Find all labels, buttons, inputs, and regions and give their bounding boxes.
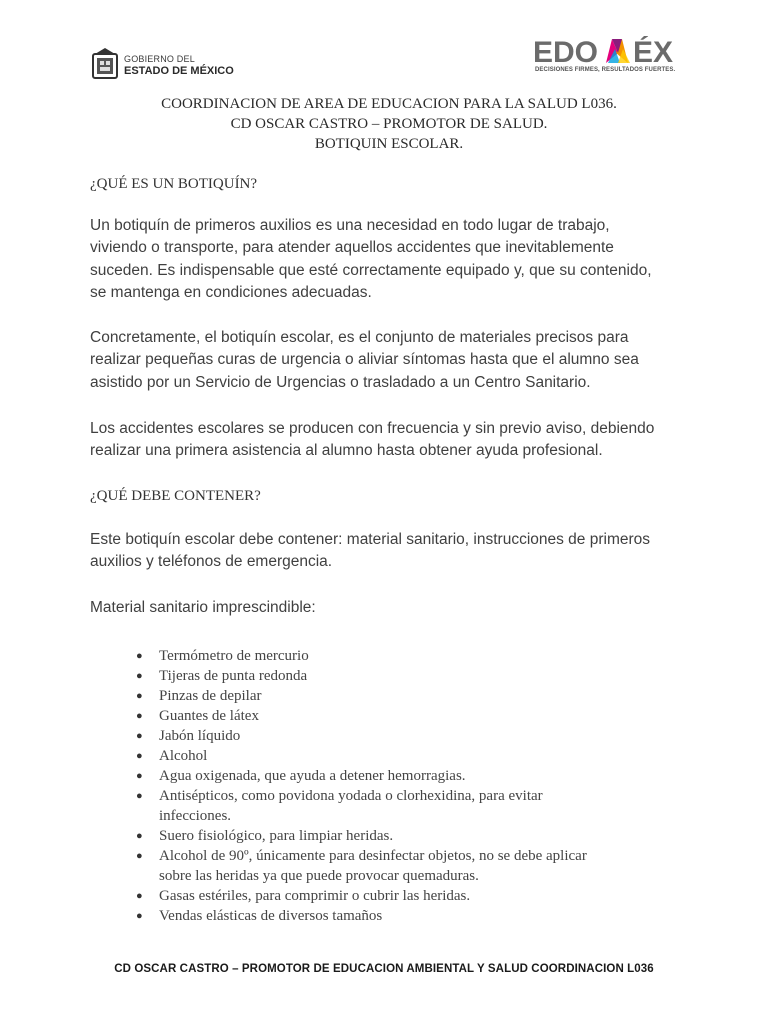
text-line: suceden. Es indispensable que esté correctamente equipado y, que su contenido, <box>90 261 652 279</box>
section1-paragraph-1 <box>90 215 690 304</box>
text-line: Los accidentes escolares se producen con frecuencia y sin previo aviso, debiendo <box>90 420 655 437</box>
bullet-icon: ● <box>136 750 143 762</box>
page-footer: CD OSCAR CASTRO – PROMOTOR DE EDUCACION AMBIENTAL Y SALUD COORDINACION L036 <box>114 963 654 975</box>
list-item <box>130 906 690 926</box>
text-line: realizar pequeñas curas de urgencia o aliviar síntomas hasta que el alumno sea <box>90 351 639 369</box>
list-item-text: Gasas estériles, para comprimir o cubrir las heridas. <box>159 888 471 904</box>
bullet-icon: ● <box>136 670 143 682</box>
list-item <box>130 846 690 886</box>
bullet-icon: ● <box>136 690 143 702</box>
gov-line1: GOBIERNO DEL <box>124 54 195 64</box>
list-item <box>130 826 690 846</box>
title-line-1: COORDINACION DE AREA DE EDUCACION PARA LA SALUD L036. <box>161 96 617 112</box>
list-item <box>130 646 690 666</box>
list-item-text: sobre las heridas ya que puede provocar quemaduras. <box>159 868 479 884</box>
text-line: se mantenga en condiciones adecuadas. <box>90 283 372 301</box>
text-line: Material sanitario imprescindible: <box>90 599 316 616</box>
text-line: realizar una primera asistencia al alumno hasta obtener ayuda profesional. <box>90 442 603 460</box>
list-item <box>130 726 690 746</box>
list-item <box>130 746 690 766</box>
list-item <box>130 766 690 786</box>
document-titles <box>0 94 768 154</box>
section1-heading: ¿QUÉ ES UN BOTIQUÍN? <box>90 176 258 192</box>
list-item-text: Termómetro de mercurio <box>159 648 309 664</box>
state-seal-icon <box>90 46 120 80</box>
list-item <box>130 786 690 826</box>
list-item-text: Vendas elásticas de diversos tamaños <box>159 908 383 924</box>
edomex-logo <box>533 36 703 80</box>
section2-paragraph-2 <box>90 597 690 619</box>
text-line: Un botiquín de primeros auxilios es una necesidad en todo lugar de trabajo, <box>90 217 610 234</box>
bullet-icon: ● <box>136 850 143 862</box>
list-item-text: Pinzas de depilar <box>159 688 262 704</box>
section2-paragraph-1 <box>90 529 690 574</box>
supplies-list <box>130 646 690 926</box>
list-item <box>130 666 690 686</box>
bullet-icon: ● <box>136 910 143 922</box>
list-item-text: Agua oxigenada, que ayuda a detener hemorragias. <box>159 768 466 784</box>
logo-tagline: DECISIONES FIRMES, RESULTADOS FUERTES. <box>535 67 676 73</box>
title-line-3: BOTIQUIN ESCOLAR. <box>314 136 464 152</box>
bullet-icon: ● <box>136 890 143 902</box>
section1-paragraph-2 <box>90 327 690 394</box>
bullet-icon: ● <box>136 790 143 802</box>
list-item-text: infecciones. <box>159 808 232 824</box>
text-line: Concretamente, el botiquín escolar, es el conjunto de materiales precisos para <box>90 329 629 346</box>
list-item-text: Guantes de látex <box>159 708 259 724</box>
bullet-icon: ● <box>136 830 143 842</box>
text-line: Este botiquín escolar debe contener: material sanitario, instrucciones de primeros <box>90 531 651 548</box>
list-item <box>130 886 690 906</box>
list-item <box>130 686 690 706</box>
text-line: asistido por un Servicio de Urgencias o trasladado a un Centro Sanitario. <box>90 373 591 391</box>
list-item-text: Alcohol <box>159 748 208 764</box>
gov-line2: ESTADO DE MÉXICO <box>124 65 234 77</box>
edomex-logo-mark <box>533 36 703 66</box>
list-item-text: Jabón líquido <box>159 728 241 744</box>
title-line-2: CD OSCAR CASTRO – PROMOTOR DE SALUD. <box>230 116 548 132</box>
list-item-text: Alcohol de 90º, únicamente para desinfectar objetos, no se debe aplicar <box>159 848 587 864</box>
svg-text:ÉX: ÉX <box>633 36 674 66</box>
section2-heading: ¿QUÉ DEBE CONTENER? <box>90 488 261 504</box>
section1-paragraph-3 <box>90 418 690 463</box>
bullet-icon: ● <box>136 770 143 782</box>
list-item-text: Tijeras de punta redonda <box>159 668 308 684</box>
bullet-icon: ● <box>136 650 143 662</box>
list-item-text: Suero fisiológico, para limpiar heridas. <box>159 828 394 844</box>
list-item <box>130 706 690 726</box>
bullet-icon: ● <box>136 730 143 742</box>
bullet-icon: ● <box>136 710 143 722</box>
government-logo <box>90 46 240 82</box>
list-item-text: Antisépticos, como povidona yodada o clorhexidina, para evitar <box>159 788 543 804</box>
text-line: auxilios y teléfonos de emergencia. <box>90 553 333 571</box>
svg-text:EDO: EDO <box>533 36 599 66</box>
text-line: viviendo o transporte, para atender aquellos accidentes que inevitablemente <box>90 239 614 257</box>
